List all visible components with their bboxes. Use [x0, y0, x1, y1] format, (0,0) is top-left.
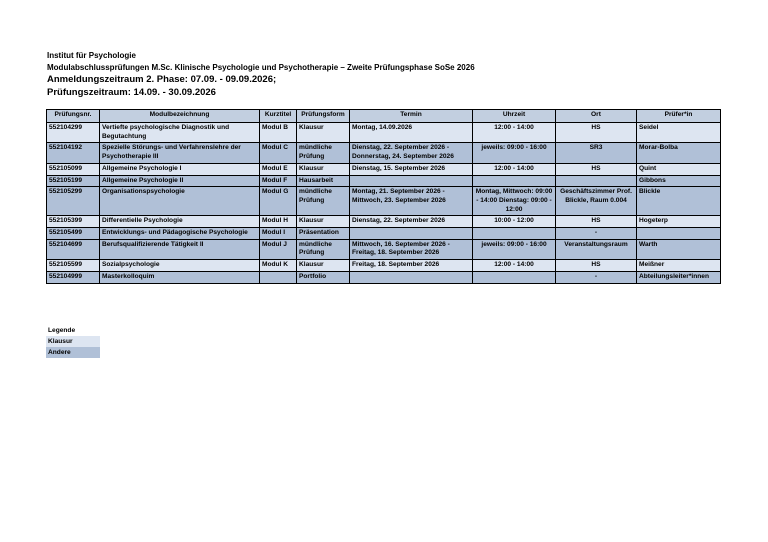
cell-time: 10:00 - 12:00 — [473, 216, 556, 228]
table-row — [47, 123, 721, 143]
cell-time: 12:00 - 14:00 — [473, 123, 556, 143]
cell-date: Dienstag, 22. September 2026 — [350, 216, 473, 228]
cell-location: Geschäftszimmer Prof. Blickle, Raum 0.004 — [556, 187, 637, 216]
cell-date — [350, 271, 473, 283]
cell-examiner: Quint — [637, 163, 721, 175]
cell-module-name: Berufsqualifizierende Tätigkeit II — [100, 239, 260, 259]
cell-exam-form: Präsentation — [297, 228, 350, 240]
institute-name: Institut für Psychologie — [47, 51, 136, 60]
cell-exam-number: 552105199 — [47, 175, 100, 187]
cell-date: Freitag, 18. September 2026 — [350, 260, 473, 272]
cell-short-title: Modul I — [260, 228, 297, 240]
cell-module-name: Spezielle Störungs- und Verfahrenslehre der Psychotherapie III — [100, 143, 260, 163]
cell-location: HS — [556, 216, 637, 228]
cell-module-name: Sozialpsychologie — [100, 260, 260, 272]
cell-exam-form: Klausur — [297, 163, 350, 175]
cell-location — [556, 175, 637, 187]
cell-module-name: Differentielle Psychologie — [100, 216, 260, 228]
legend — [46, 325, 100, 358]
legend-klausur: Klausur — [46, 336, 100, 347]
cell-time: Montag, Mittwoch: 09:00 - 14:00 Dienstag: 09:00 - 12:00 — [473, 187, 556, 216]
cell-module-name: Organisationspsychologie — [100, 187, 260, 216]
cell-module-name: Allgemeine Psychologie II — [100, 175, 260, 187]
cell-location: - — [556, 271, 637, 283]
cell-time: jeweils: 09:00 - 16:00 — [473, 143, 556, 163]
cell-location: HS — [556, 163, 637, 175]
table-row — [47, 228, 721, 240]
cell-location: Veranstaltungsraum — [556, 239, 637, 259]
cell-short-title: Modul B — [260, 123, 297, 143]
document-title: Modulabschlussprüfungen M.Sc. Klinische Psychologie und Psychotherapie – Zweite Prüfungsphase SoSe 2026 — [47, 63, 475, 72]
column-header: Uhrzeit — [473, 110, 556, 123]
column-header: Prüfer*in — [637, 110, 721, 123]
column-header: Prüfungsform — [297, 110, 350, 123]
cell-exam-number: 552105299 — [47, 187, 100, 216]
cell-date: Mittwoch, 16. September 2026 - Freitag, 18. September 2026 — [350, 239, 473, 259]
cell-module-name: Vertiefte psychologische Diagnostik und Begutachtung — [100, 123, 260, 143]
table-row — [47, 175, 721, 187]
cell-short-title: Modul E — [260, 163, 297, 175]
cell-time — [473, 271, 556, 283]
table-row — [47, 271, 721, 283]
column-header: Ort — [556, 110, 637, 123]
table-row — [47, 163, 721, 175]
cell-time — [473, 228, 556, 240]
table-row — [47, 187, 721, 216]
cell-exam-number: 552104192 — [47, 143, 100, 163]
cell-examiner: Morar-Bolba — [637, 143, 721, 163]
cell-exam-number: 552105599 — [47, 260, 100, 272]
cell-examiner: Meißner — [637, 260, 721, 272]
cell-exam-number: 552104299 — [47, 123, 100, 143]
cell-location: HS — [556, 260, 637, 272]
cell-examiner — [637, 228, 721, 240]
cell-short-title: Modul K — [260, 260, 297, 272]
cell-date: Montag, 21. September 2026 - Mittwoch, 23. September 2026 — [350, 187, 473, 216]
cell-time: 12:00 - 14:00 — [473, 163, 556, 175]
legend-title: Legende — [48, 327, 76, 334]
cell-examiner: Seidel — [637, 123, 721, 143]
exam-period: Prüfungszeitraum: 14.09. - 30.09.2026 — [47, 86, 216, 98]
cell-examiner: Hogeterp — [637, 216, 721, 228]
table-header-row — [47, 110, 721, 123]
cell-time — [473, 175, 556, 187]
cell-short-title: Modul H — [260, 216, 297, 228]
cell-location: SR3 — [556, 143, 637, 163]
cell-date — [350, 228, 473, 240]
cell-examiner: Warth — [637, 239, 721, 259]
legend-andere: Andere — [46, 347, 100, 358]
cell-time: 12:00 - 14:00 — [473, 260, 556, 272]
cell-short-title: Modul G — [260, 187, 297, 216]
column-header: Modulbezeichnung — [100, 110, 260, 123]
cell-exam-form: mündliche Prüfung — [297, 187, 350, 216]
cell-exam-form: Hausarbeit — [297, 175, 350, 187]
cell-short-title — [260, 271, 297, 283]
exam-table — [46, 109, 721, 284]
cell-exam-form: Klausur — [297, 123, 350, 143]
column-header: Prüfungsnr. — [47, 110, 100, 123]
column-header: Termin — [350, 110, 473, 123]
document-header — [47, 50, 475, 99]
cell-date — [350, 175, 473, 187]
cell-exam-form: mündliche Prüfung — [297, 143, 350, 163]
registration-period: Anmeldungszeitraum 2. Phase: 07.09. - 09.09.2026; — [47, 74, 277, 85]
cell-short-title: Modul J — [260, 239, 297, 259]
cell-exam-number: 552105099 — [47, 163, 100, 175]
cell-exam-form: Portfolio — [297, 271, 350, 283]
cell-location: HS — [556, 123, 637, 143]
cell-exam-number: 552104999 — [47, 271, 100, 283]
table-row — [47, 216, 721, 228]
cell-module-name: Allgemeine Psychologie I — [100, 163, 260, 175]
cell-exam-number: 552105399 — [47, 216, 100, 228]
cell-examiner: Abteilungsleiter*innen — [637, 271, 721, 283]
cell-exam-form: Klausur — [297, 216, 350, 228]
cell-exam-number: 552104699 — [47, 239, 100, 259]
cell-location: - — [556, 228, 637, 240]
cell-examiner: Gibbons — [637, 175, 721, 187]
cell-exam-form: Klausur — [297, 260, 350, 272]
cell-module-name: Masterkolloquim — [100, 271, 260, 283]
cell-exam-number: 552105499 — [47, 228, 100, 240]
cell-time: jeweils: 09:00 - 16:00 — [473, 239, 556, 259]
table-row — [47, 260, 721, 272]
cell-short-title: Modul F — [260, 175, 297, 187]
cell-exam-form: mündliche Prüfung — [297, 239, 350, 259]
cell-date: Dienstag, 22. September 2026 - Donnerstag, 24. September 2026 — [350, 143, 473, 163]
table-row — [47, 239, 721, 259]
cell-short-title: Modul C — [260, 143, 297, 163]
cell-examiner: Blickle — [637, 187, 721, 216]
table-row — [47, 143, 721, 163]
cell-date: Montag, 14.09.2026 — [350, 123, 473, 143]
cell-module-name: Entwicklungs- und Pädagogische Psychologie — [100, 228, 260, 240]
cell-date: Dienstag, 15. September 2026 — [350, 163, 473, 175]
column-header: Kurztitel — [260, 110, 297, 123]
